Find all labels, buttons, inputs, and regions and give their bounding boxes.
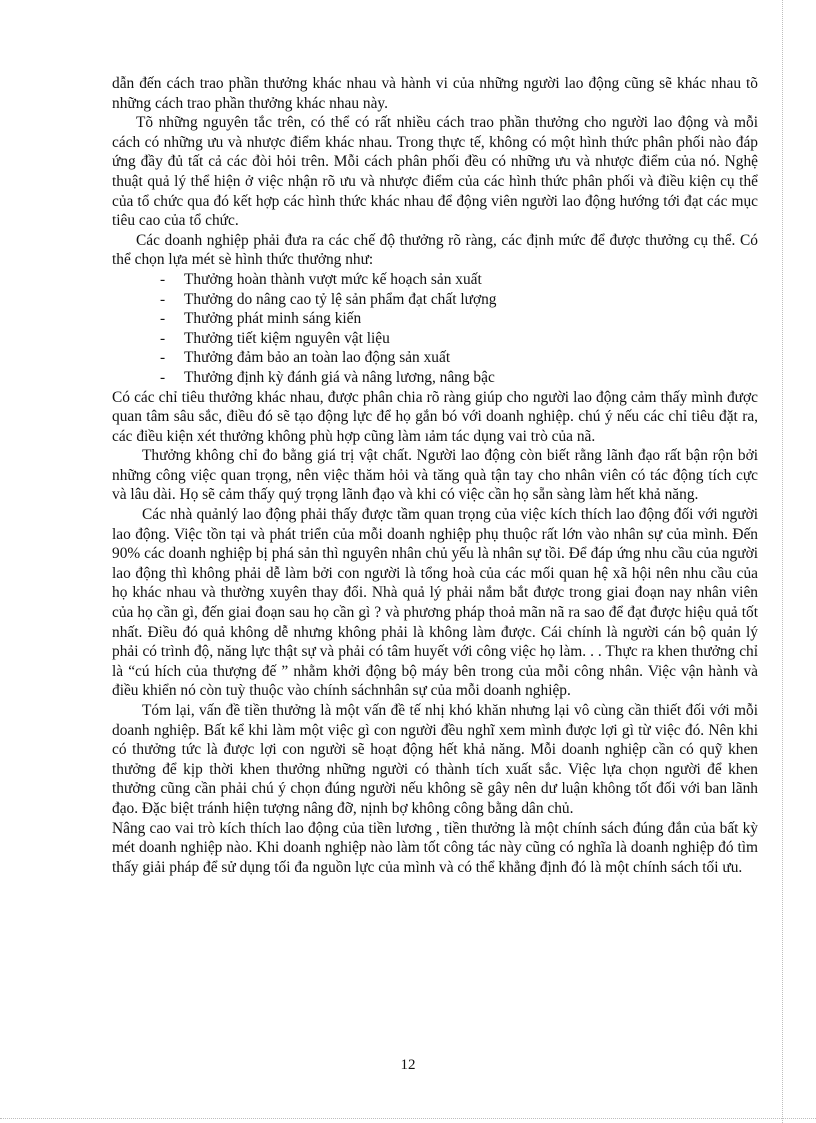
- paragraph-non-material-reward: Thưởng không chỉ đo bằng giá trị vật chất. Người lao động còn biết rằng lãnh đạo rất bận rộn bởi những công việc quan trọng, nên việc thăm hỏi và tăng quà tận tay cho nhân viên có tác động tích cực và lâu dài. Họ sẽ cảm thấy quý trọng lãnh đạo và khi có việc cần họ sẵn sàng làm hết khả năng.: [112, 447, 758, 504]
- bullet-dash: -: [160, 329, 166, 347]
- list-item: [160, 368, 758, 388]
- bullet-dash: -: [160, 270, 166, 288]
- bullet-dash: -: [160, 349, 166, 367]
- list-item-text: Thưởng do nâng cao tỷ lệ sản phẩm đạt chất lượng: [184, 290, 497, 308]
- page-edge-bottom: [0, 1118, 816, 1119]
- paragraph-summary: Tóm lại, vấn đề tiền thưởng là một vấn đề tế nhị khó khăn nhưng lại vô cùng cần thiết đối với mỗi doanh nghiệp. Bất kể khi làm một việc gì con người đều nghĩ xem mình được lợi gì từ việc đó. Nên khi có thưởng tức là được lợi con người sẽ hoạt động hết khả năng. Mỗi doanh nghiệp cần có quỹ khen thưởng để kịp thời khen thưởng những người có thành tích xuất sắc. Việc lựa chọn người để khen thưởng cũng cần phải chú ý chọn đúng người nếu không sẽ gây nên dư luận không tốt đối với ban lãnh đạo. Đặc biệt tránh hiện tượng nâng đỡ, nịnh bợ không công bằng dân chủ.: [112, 702, 758, 817]
- list-item-text: Thưởng phát minh sáng kiến: [184, 310, 362, 328]
- paragraph-bonus-criteria: Có các chỉ tiêu thưởng khác nhau, được phân chia rõ ràng giúp cho người lao động cảm thấy mình được quan tâm sâu sắc, điều đó sẽ tạo động lực để họ gắn bó với doanh nghiệp. chú ý nếu các chỉ tiêu đặt ra, các điều kiện xét thưởng không phù hợp cũng làm ıảm tác dụng vai trò của nã.: [112, 388, 758, 445]
- bullet-dash: -: [160, 290, 166, 308]
- page-edge-right: [782, 0, 783, 1123]
- list-item: [160, 329, 758, 349]
- list-item: [160, 348, 758, 368]
- list-item-text: Thưởng tiết kiệm nguyên vật liệu: [184, 329, 390, 347]
- bullet-dash: -: [160, 368, 166, 386]
- page-number: 12: [400, 1057, 416, 1073]
- paragraph-continuation: dẫn đến cách trao phần thưởng khác nhau và hành vi của những người lao động cũng sẽ khác nhau tõ những cách trao phần thưởng khác nhau này.: [112, 75, 758, 112]
- paragraph-reward-regime: Các doanh nghiệp phải đưa ra các chế độ thưởng rõ ràng, các định mức để được thưởng cụ thể. Có thể chọn lựa mét sè hình thức thưởng như:: [112, 231, 758, 269]
- paragraph-conclusion: Nâng cao vai trò kích thích lao động của tiền lương , tiền thưởng là một chính sách đúng đắn của bất kỳ mét doanh nghiệp nào. Khi doanh nghiệp nào làm tốt công tác này cũng có nghĩa là doanh nghiệp đó tìm thấy giải pháp để sử dụng tối đa nguồn lực của mình và có thể khẳng định đó là một chính sách tối ưu.: [112, 819, 758, 876]
- paragraph-principles: Tõ những nguyên tắc trên, có thể có rất nhiều cách trao phần thưởng cho người lao động và mỗi cách có những ưu và nhược điểm khác nhau. Trong thực tế, không có một hình thức phân phối nào đáp ứng đầy đủ tất cả các đòi hỏi trên. Mỗi cách phân phối đều có những ưu và nhược điểm của nó. Nghệ thuật quả lý thể hiện ở việc nhận rõ ưu và nhược điểm của các hình thức phân phối và điều kiện cụ thể của tổ chức qua đó kết hợp các hình thức khác nhau để động viên người lao động hướng tới đạt các mục tiêu cao của tổ chức.: [112, 114, 758, 230]
- list-item-text: Thưởng đảm bảo an toàn lao động sản xuất: [184, 349, 451, 367]
- list-item-text: Thưởng hoàn thành vượt mức kế hoạch sản xuất: [184, 270, 482, 288]
- list-item: [160, 290, 758, 310]
- list-item-text: Thưởng định kỳ đánh giá và nâng lương, nâng bậc: [184, 368, 495, 386]
- bonus-types-list: [112, 270, 758, 388]
- list-item: [160, 270, 758, 290]
- list-item: [160, 309, 758, 329]
- paragraph-managers: Các nhà quảnlý lao động phải thấy được tầm quan trọng của việc kích thích lao động đối với người lao động. Việc tồn tại và phát triển của mỗi doanh nghiệp phụ thuộc rất lớn vào nhân sự của mình. Đến 90% các doanh nghiệp bị phá sản thì nguyên nhân chủ yếu là nhân sự tồi. Để đáp ứng nhu cầu của người lao động thì không phải dễ làm bởi con người là tổng hoà của các mối quan hệ xã hội nên nhu cầu của họ khác nhau và thường xuyên thay đổi. Nhà quả lý phải nắm bắt được trong giai đoạn nay nhân viên của họ cần gì, đến giai đoạn sau họ cần gì ? và phương pháp thoả mãn nã ra sao để đạt được hiệu quả tốt nhất. Điều đó quả không dễ nhưng không phải là không làm được. Cái chính là người cán bộ quản lý phải có trình độ, năng lực thật sự và phải có tâm huyết với công việc họ làm. . . Thực ra khen thưởng chỉ là “cú hích của thượng đế ” nhằm khởi động bộ máy bên trong của mỗi công nhân. Việc vận hành và điều khiển nó còn tuỳ thuộc vào chính sáchnhân sự của mỗi doanh nghiệp.: [112, 506, 758, 700]
- bullet-dash: -: [160, 310, 166, 328]
- document-page: [112, 74, 758, 877]
